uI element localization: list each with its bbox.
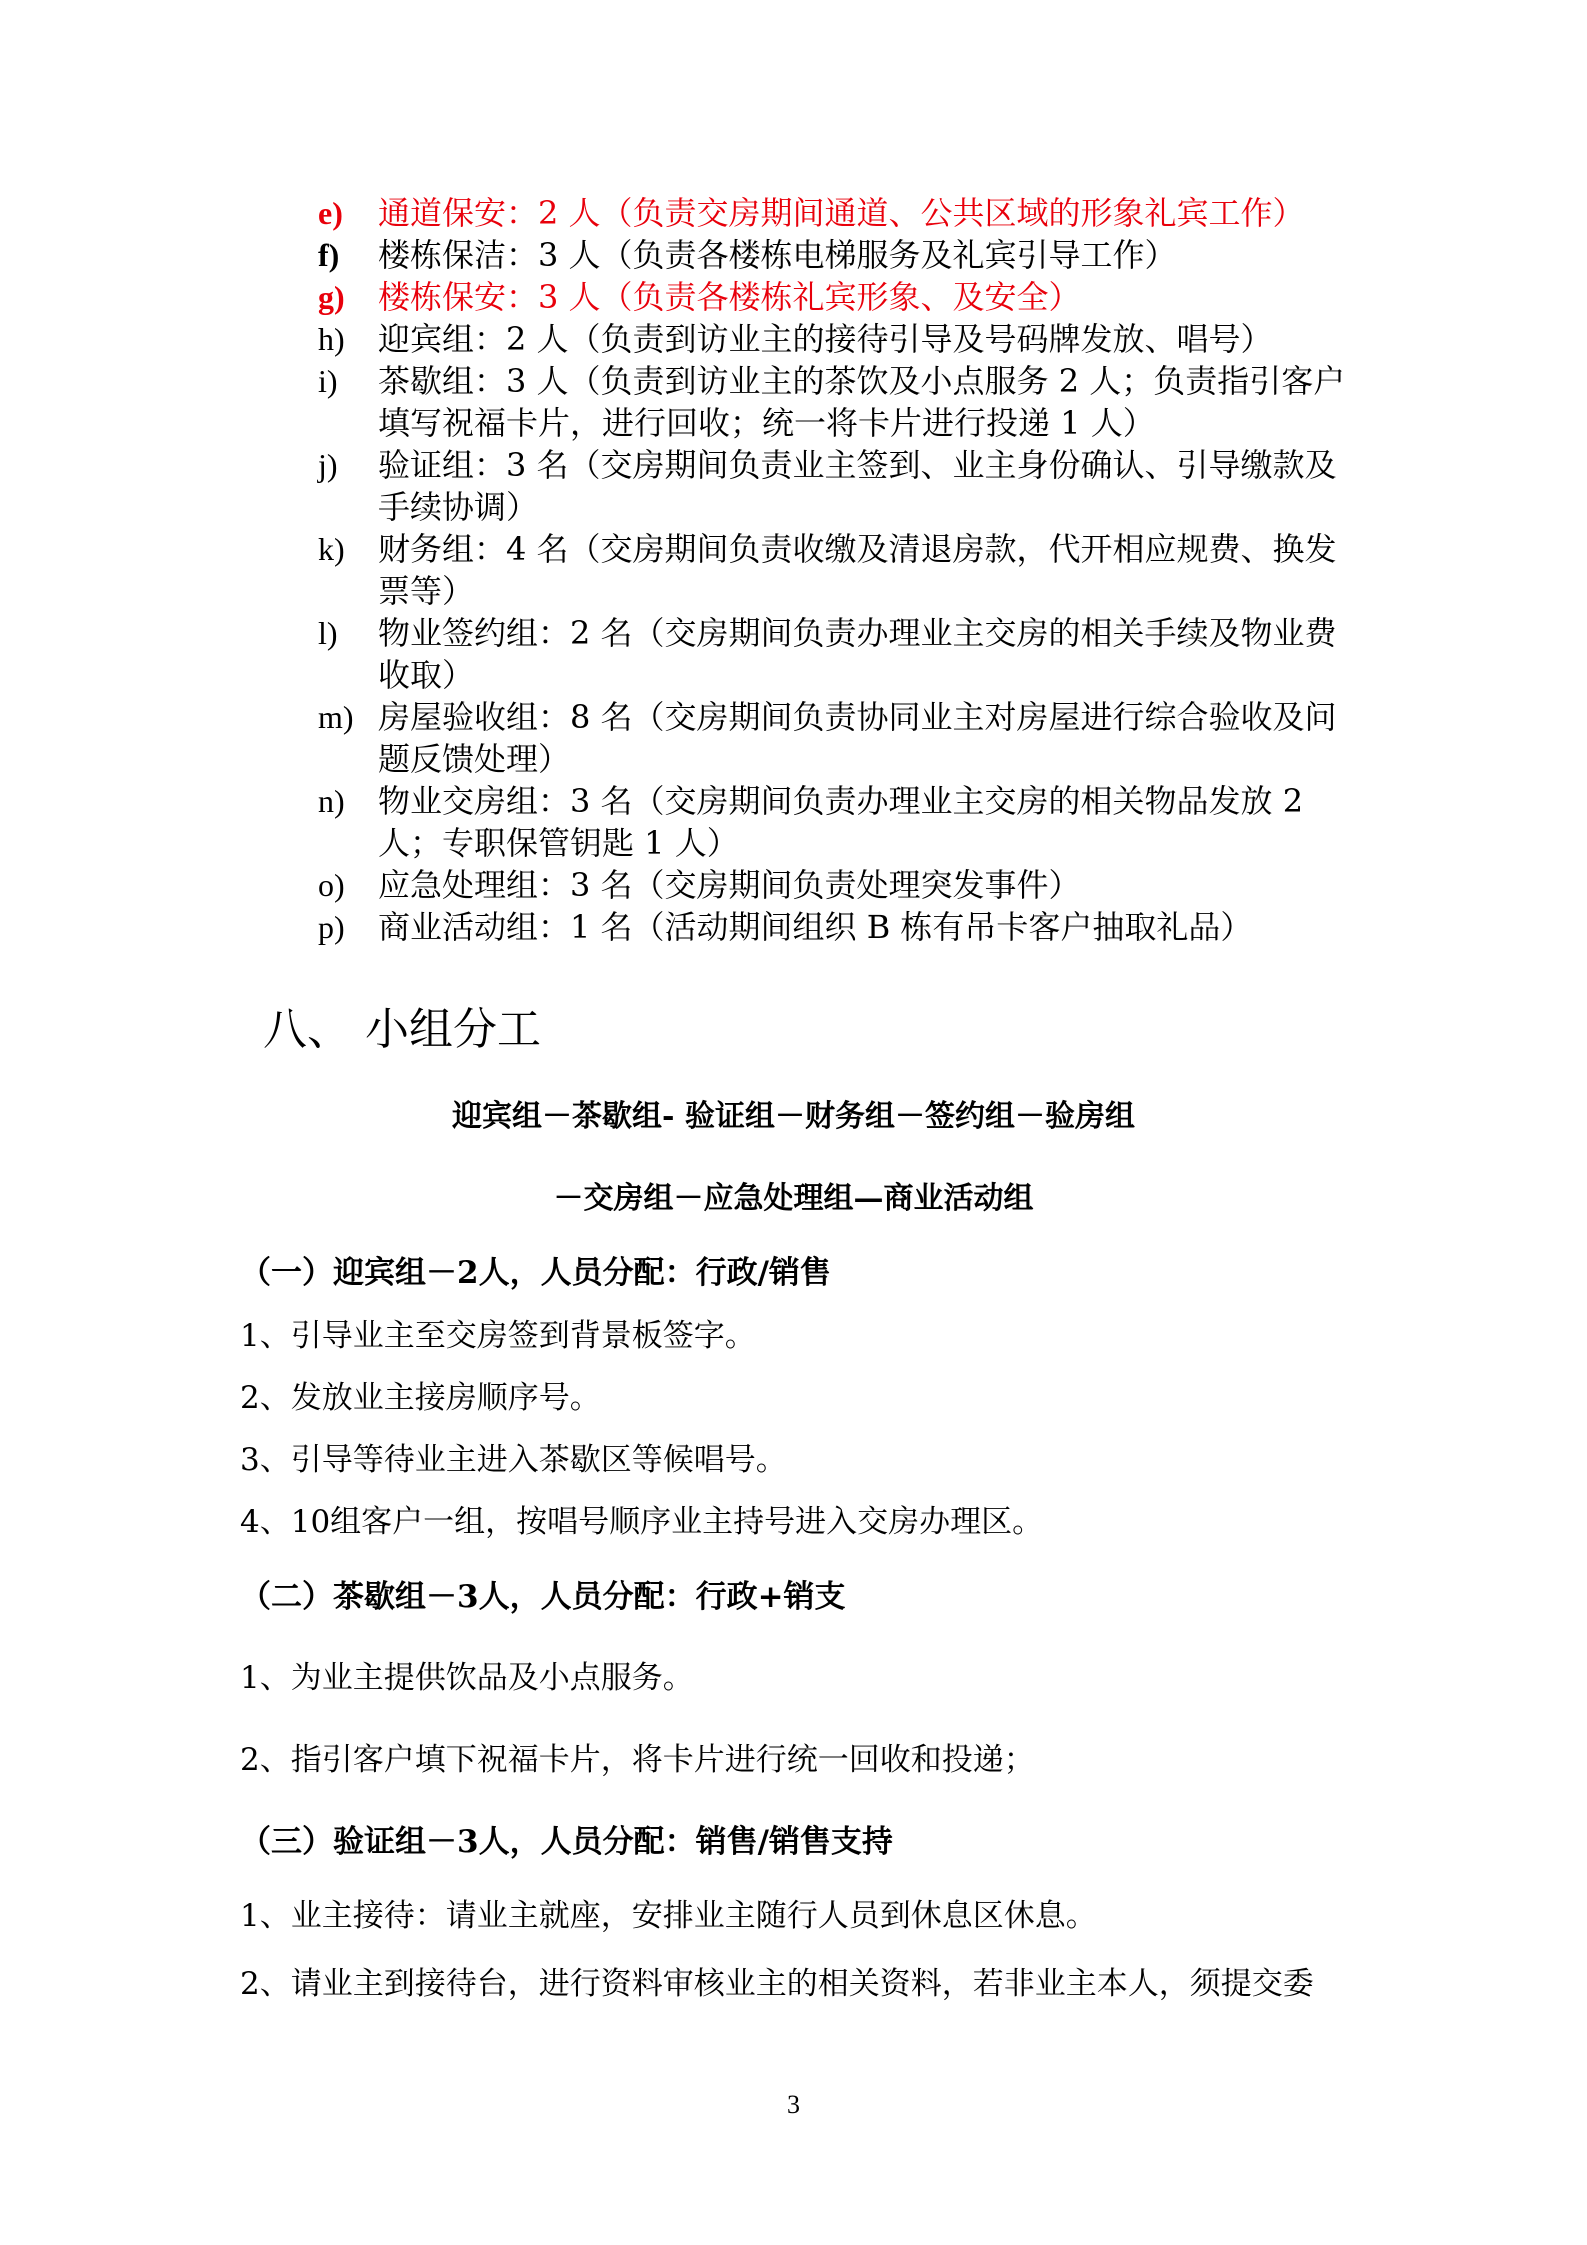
group-1-item: 4、10组客户一组，按唱号顺序业主持号进入交房办理区。 [240, 1504, 1044, 1540]
list-marker: p) [318, 909, 345, 945]
list-item [318, 234, 1358, 276]
list-item [318, 696, 1358, 780]
list-text: 楼栋保安：3 人（负责各楼栋礼宾形象、及安全） [378, 278, 1081, 316]
list-item [318, 318, 1358, 360]
list-marker: l) [318, 615, 338, 651]
list-text: 应急处理组：3 名（交房期间负责处理突发事件） [378, 866, 1081, 904]
group-3-item: 1、业主接待：请业主就座，安排业主随行人员到休息区休息。 [240, 1898, 1097, 1934]
list-marker: k) [318, 531, 345, 567]
list-item [318, 360, 1358, 444]
list-item [318, 864, 1358, 906]
list-text: 楼栋保洁：3 人（负责各楼栋电梯服务及礼宾引导工作） [378, 236, 1177, 274]
list-text: 财务组：4 名（交房期间负责收缴及清退房款，代开相应规费、换发票等） [378, 530, 1337, 610]
list-text: 通道保安：2 人（负责交房期间通道、公共区域的形象礼宾工作） [378, 194, 1305, 232]
list-item [318, 612, 1358, 696]
list-text: 房屋验收组：8 名（交房期间负责协同业主对房屋进行综合验收及问题反馈处理） [378, 698, 1337, 778]
list-text: 验证组：3 名（交房期间负责业主签到、业主身份确认、引导缴款及手续协调） [378, 446, 1337, 526]
list-text: 迎宾组：2 人（负责到访业主的接待引导及号码牌发放、唱号） [378, 320, 1273, 358]
list-marker: n) [318, 783, 345, 819]
flow-line-2: －交房组－应急处理组—商业活动组 [553, 1181, 1034, 1216]
group-1-title: （一）迎宾组－2人，人员分配：行政/销售 [240, 1255, 831, 1291]
list-item [318, 276, 1358, 318]
group-1-item: 2、发放业主接房顺序号。 [240, 1380, 601, 1416]
list-marker: i) [318, 363, 338, 399]
group-1-item: 3、引导等待业主进入茶歇区等候唱号。 [240, 1442, 787, 1478]
list-item [318, 906, 1358, 948]
list-item [318, 780, 1358, 864]
list-text: 商业活动组：1 名（活动期间组织 B 栋有吊卡客户抽取礼品） [378, 908, 1253, 946]
list-marker: m) [318, 699, 354, 735]
list-marker: f) [318, 237, 340, 273]
list-item [318, 444, 1358, 528]
page-number: 3 [787, 2090, 800, 2119]
list-item [318, 192, 1358, 234]
list-marker: g) [318, 279, 345, 315]
section-heading: 八、 小组分工 [263, 1004, 541, 1055]
group-2-item: 1、为业主提供饮品及小点服务。 [240, 1660, 694, 1696]
flow-line-1: 迎宾组－茶歇组- 验证组－财务组－签约组－验房组 [452, 1099, 1135, 1134]
group-2-item: 2、指引客户填下祝福卡片，将卡片进行统一回收和投递； [240, 1742, 1035, 1778]
list-marker: h) [318, 321, 345, 357]
group-3-title: （三）验证组－3人，人员分配：销售/销售支持 [240, 1824, 893, 1860]
list-text: 物业签约组：2 名（交房期间负责办理业主交房的相关手续及物业费收取） [378, 614, 1337, 694]
list-item [318, 528, 1358, 612]
group-2-title: （二）茶歇组－3人，人员分配：行政+销支 [240, 1579, 846, 1615]
list-marker: j) [318, 447, 338, 483]
staff-list [318, 192, 1358, 948]
list-marker: e) [318, 195, 343, 231]
group-3-item: 2、请业主到接待台，进行资料审核业主的相关资料，若非业主本人，须提交委 [240, 1966, 1314, 2002]
list-marker: o) [318, 867, 345, 903]
list-text: 物业交房组：3 名（交房期间负责办理业主交房的相关物品发放 2 人；专职保管钥匙 1 人） [378, 782, 1304, 862]
group-1-item: 1、引导业主至交房签到背景板签字。 [240, 1318, 756, 1354]
list-text: 茶歇组：3 人（负责到访业主的茶饮及小点服务 2 人；负责指引客户填写祝福卡片，进行回收；统一将卡片进行投递 1 人） [378, 362, 1346, 442]
